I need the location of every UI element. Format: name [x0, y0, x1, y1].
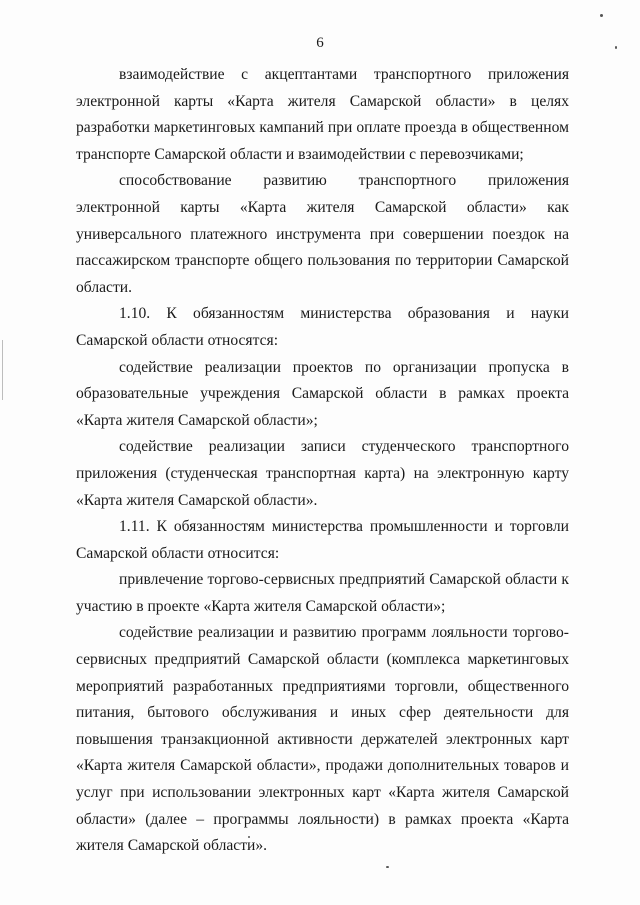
paragraph: содействие реализации проектов по организации пропуска в образовательные учреждения Самарской области в рамках проекта «Карта жителя Самарской области»; — [76, 358, 569, 429]
paragraph: 1.11. К обязанностям министерства промышленности и торговли Самарской области относится: — [76, 518, 569, 562]
document-body — [76, 62, 569, 860]
paragraph: взаимодействие с акцептантами транспортного приложения — [119, 66, 569, 83]
scan-speck — [386, 866, 389, 868]
paragraph: способствование развитию транспортного приложения электронной карты «Карта жителя Самарской области» как универсального платежного инструмента при совершении поездок на пассажирском транспорте общего пользования по территории Самарской области. — [76, 172, 569, 296]
paragraph: содействие реализации и развитию программ лояльности торгово-сервисных предприятий Самарской области (комплекса маркетинговых мероприятий разработанных предприятиями торговли, общественного питания, бытового обслуживания и иных сфер деятельности для повышения транзакционной активности держателей электронных карт «Карта жителя Самарской области», продажи дополнительных товаров и услуг при использовании электронных карт «Карта жителя Самарской области» (далее – программы лояльности) в рамках проекта «Карта жителя Самарской области». — [76, 624, 569, 855]
paragraph: 1.10. К обязанностям министерства образования и науки Самарской области относятся: — [76, 305, 569, 349]
scan-speck — [600, 14, 603, 17]
page-number: 6 — [316, 35, 324, 51]
paragraph: содействие реализации записи студенческого транспортного приложения (студенческая транспортная карта) на электронную карту «Карта жителя Самарской области». — [76, 438, 569, 509]
paragraph: электронной карты «Карта жителя Самарской области» в целях разработки маркетинговых кампаний при оплате проезда в общественном транспорте Самарской области и взаимодействии с перевозчиками; — [76, 92, 569, 163]
scan-edge-mark — [2, 340, 3, 400]
paragraph: привлечение торгово-сервисных предприятий Самарской области к участию в проекте «Карта жителя Самарской области»; — [76, 571, 569, 615]
